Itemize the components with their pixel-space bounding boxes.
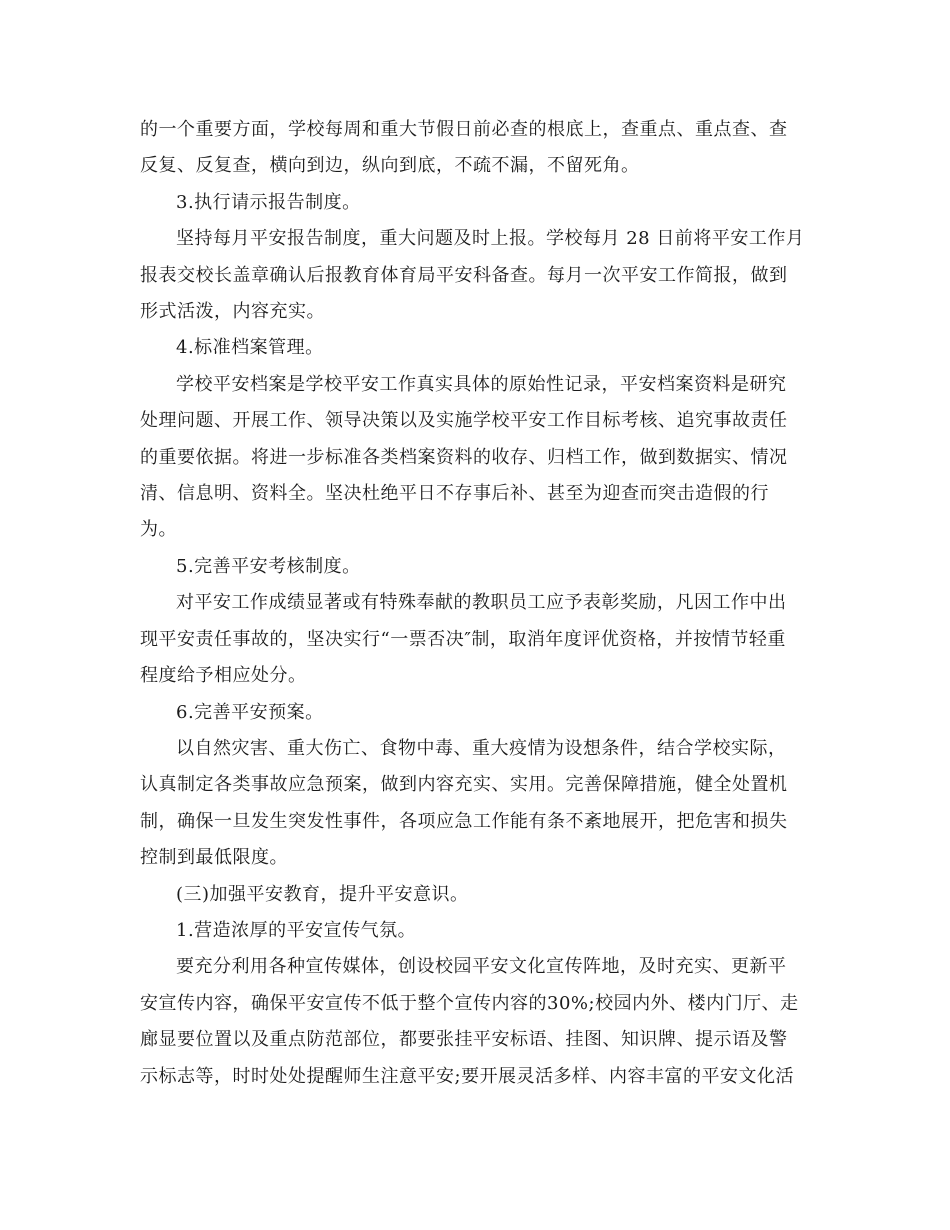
- text-line: 反复、反复查，横向到边，纵向到底，不疏不漏，不留死角。: [140, 155, 640, 177]
- text-line: 形式活泼，内容充实。: [140, 301, 325, 323]
- text-line: 报表交校长盖章确认后报教育体育局平安科备查。每月一次平安工作简报，做到: [140, 264, 788, 286]
- text-line: 对平安工作成绩显著或有特殊奉献的教职员工应予表彰奖励，凡因工作中出: [176, 592, 787, 614]
- text-line: 处理问题、开展工作、领导决策以及实施学校平安工作目标考核、追究事故责任: [140, 410, 788, 432]
- paragraph-publicity-atmosphere: [140, 949, 810, 1095]
- paragraph-assessment-system: [140, 585, 810, 694]
- heading-safety-education: [140, 877, 810, 913]
- paragraph-archive-management: [140, 367, 810, 549]
- text-line: 安宣传内容，确保平安宣传不低于整个宣传内容的30%;校园内外、楼内门厅、走: [140, 992, 799, 1014]
- text-line: 学校平安档案是学校平安工作真实具体的原始性记录，平安档案资料是研究: [176, 373, 787, 395]
- text-line: 坚持每月平安报告制度，重大问题及时上报。学校每月 28 日前将平安工作月: [176, 228, 805, 250]
- document-body: [140, 112, 810, 1095]
- paragraph-report-system: [140, 221, 810, 330]
- heading-report-system: [140, 185, 810, 221]
- text-line: 控制到最低限度。: [140, 847, 288, 869]
- text-line: 认真制定各类事故应急预案，做到内容充实、实用。完善保障措施，健全处置机: [140, 774, 788, 796]
- text-line: 廊显要位置以及重点防范部位，都要张挂平安标语、挂图、知识牌、提示语及警: [140, 1029, 788, 1051]
- text-line: 清、信息明、资料全。坚决杜绝平日不存事后补、甚至为迎查而突击造假的行: [140, 483, 769, 505]
- heading-archive-management: [140, 330, 810, 366]
- section-heading: (三)加强平安教育，提升平安意识。: [176, 883, 469, 905]
- text-line: 程度给予相应处分。: [140, 665, 307, 687]
- text-line: 示标志等，时时处处提醒师生注意平安;要开展灵活多样、内容丰富的平安文化活: [140, 1065, 795, 1087]
- text-line: 的重要依据。将进一步标准各类档案资料的收存、归档工作，做到数据实、情况: [140, 446, 788, 468]
- text-line: 现平安责任事故的，坚决实行“一票否决″制，取消年度评优资格，并按情节轻重: [140, 628, 786, 650]
- section-heading: 3.执行请示报告制度。: [176, 191, 361, 213]
- heading-assessment-system: [140, 549, 810, 585]
- text-line: 为。: [140, 519, 177, 541]
- text-line: 以自然灾害、重大伤亡、食物中毒、重大疫情为设想条件，结合学校实际，: [176, 737, 787, 759]
- text-line: 的一个重要方面，学校每周和重大节假日前必查的根底上，查重点、重点查、查: [140, 119, 788, 140]
- section-heading: 5.完善平安考核制度。: [176, 555, 361, 577]
- text-line: 要充分利用各种宣传媒体，创设校园平安文化宣传阵地，及时充实、更新平: [176, 956, 787, 978]
- heading-emergency-plan: [140, 695, 810, 731]
- text-line: 制，确保一旦发生突发性事件，各项应急工作能有条不紊地展开，把危害和损失: [140, 810, 788, 832]
- section-heading: 6.完善平安预案。: [176, 701, 324, 723]
- paragraph-emergency-plan: [140, 731, 810, 877]
- heading-publicity-atmosphere: [140, 913, 810, 949]
- paragraph-safety-inspection: [140, 112, 810, 185]
- section-heading: 4.标准档案管理。: [176, 337, 324, 359]
- section-heading: 1.营造浓厚的平安宣传气氛。: [176, 919, 417, 941]
